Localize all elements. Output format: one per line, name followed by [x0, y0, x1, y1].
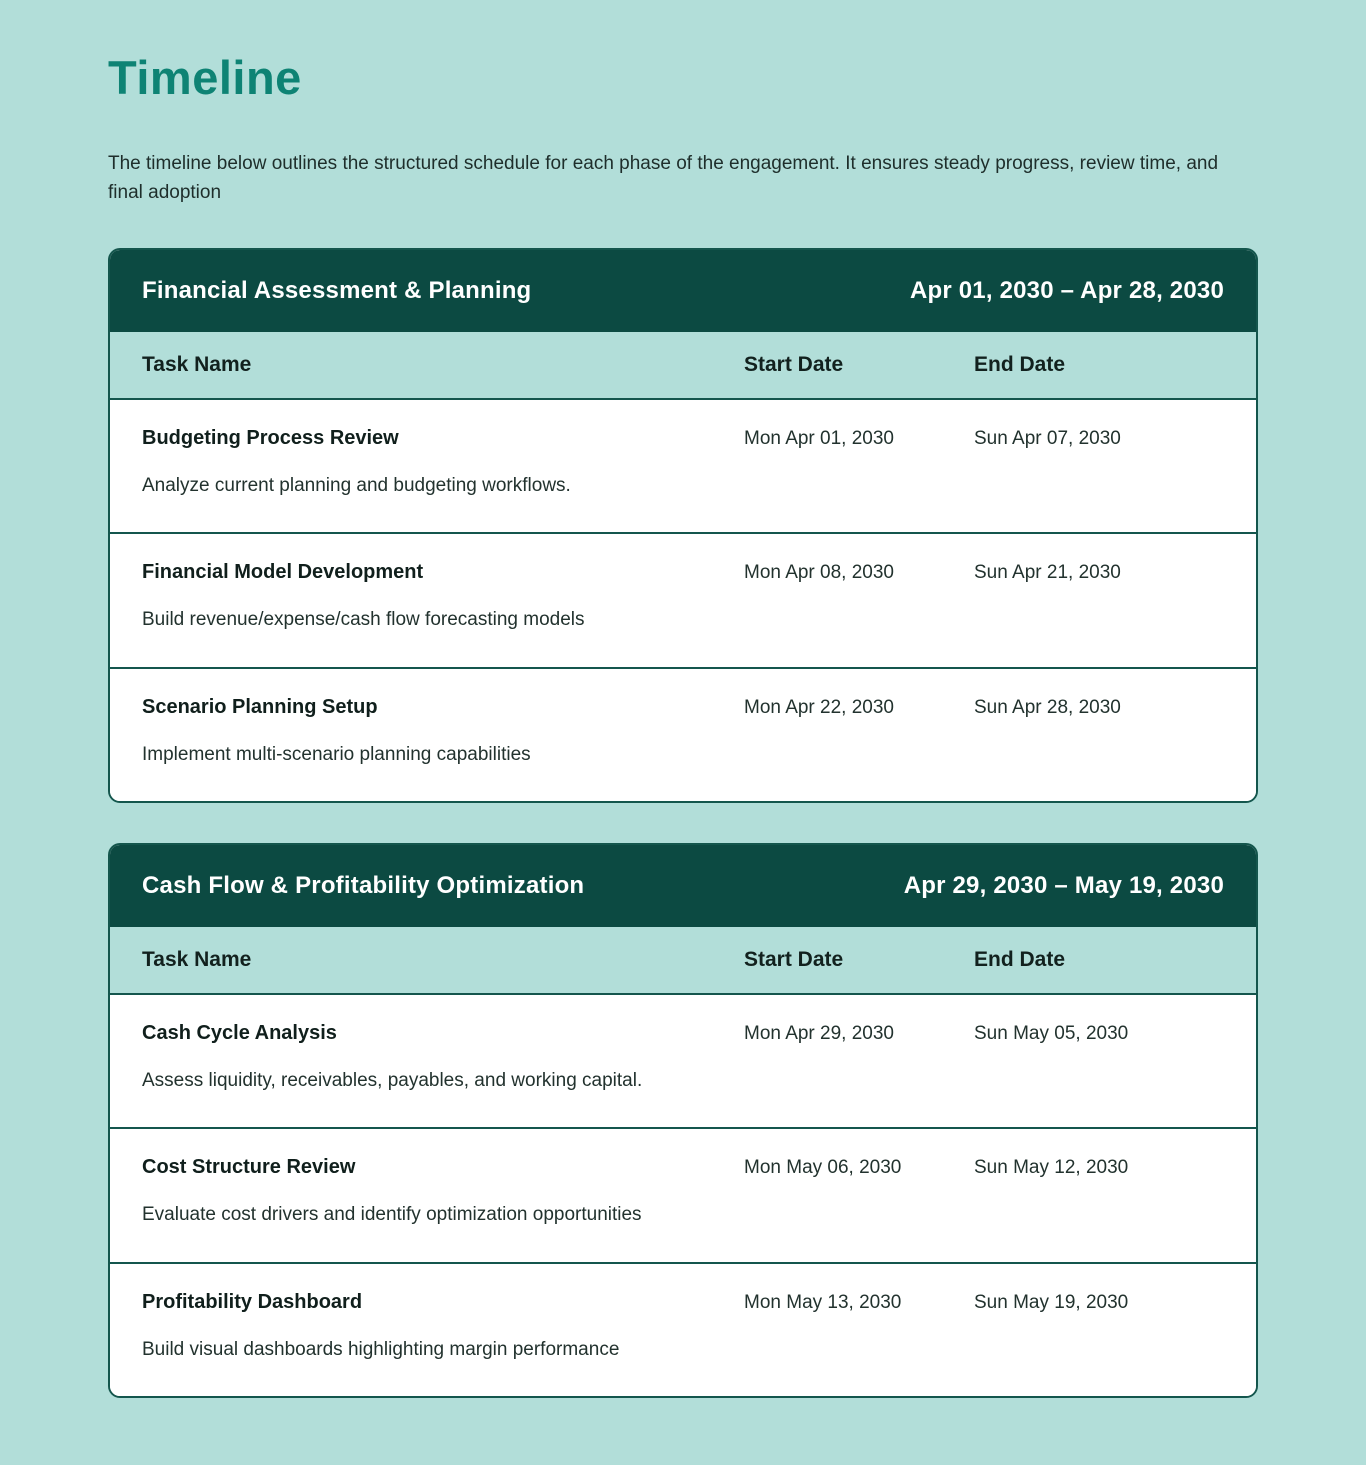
- column-end-date: End Date: [974, 352, 1066, 376]
- table-row: [110, 1264, 1256, 1396]
- task-cell: [142, 1291, 744, 1365]
- column-header-row: [110, 927, 1256, 995]
- page-title: Timeline: [108, 51, 302, 104]
- task-name: Budgeting Process Review: [142, 426, 399, 449]
- table-row: [110, 995, 1256, 1129]
- start-date: Mon May 13, 2030: [744, 1291, 902, 1313]
- end-date: Sun Apr 28, 2030: [974, 696, 1121, 718]
- phase-table-financial-assessment: [108, 248, 1258, 803]
- task-name: Profitability Dashboard: [142, 1290, 363, 1313]
- task-name: Cost Structure Review: [142, 1156, 356, 1179]
- end-date: Sun May 19, 2030: [974, 1291, 1129, 1313]
- task-name: Cash Cycle Analysis: [142, 1022, 337, 1045]
- column-end-date: End Date: [974, 948, 1066, 972]
- column-task-name: Task Name: [142, 948, 252, 972]
- start-date: Mon Apr 22, 2030: [744, 696, 894, 718]
- table-row: [110, 400, 1256, 534]
- start-date: Mon Apr 29, 2030: [744, 1023, 894, 1045]
- column-start-date: Start Date: [744, 352, 844, 376]
- table-row: [110, 534, 1256, 668]
- column-task-name: Task Name: [142, 352, 252, 376]
- end-date: Sun Apr 21, 2030: [974, 562, 1121, 584]
- phase-header: [110, 250, 1256, 332]
- end-date: Sun May 12, 2030: [974, 1157, 1129, 1179]
- task-cell: [142, 1156, 744, 1230]
- task-description: Build revenue/expense/cash flow forecasting models: [142, 609, 585, 631]
- task-name: Scenario Planning Setup: [142, 695, 378, 718]
- task-description: Assess liquidity, receivables, payables, and working capital.: [142, 1070, 643, 1092]
- start-date: Mon May 06, 2030: [744, 1157, 902, 1179]
- table-row: [110, 669, 1256, 801]
- phase-name: Financial Assessment & Planning: [142, 276, 532, 304]
- start-date: Mon Apr 08, 2030: [744, 562, 894, 584]
- end-date: Sun May 05, 2030: [974, 1023, 1129, 1045]
- phase-date-range: Apr 01, 2030 – Apr 28, 2030: [909, 276, 1224, 304]
- end-date: Sun Apr 07, 2030: [974, 427, 1121, 449]
- column-start-date: Start Date: [744, 948, 844, 972]
- page-description: The timeline below outlines the structured schedule for each phase of the engagement. It ensures steady progress, review time, and final adoption: [108, 153, 1219, 204]
- timeline-page: [108, 0, 1258, 1398]
- phase-name: Cash Flow & Profitability Optimization: [142, 872, 585, 900]
- task-cell: [142, 1022, 744, 1096]
- task-description: Analyze current planning and budgeting workflows.: [142, 474, 571, 496]
- phase-header: [110, 845, 1256, 927]
- task-description: Implement multi-scenario planning capabilities: [142, 743, 531, 765]
- task-description: Evaluate cost drivers and identify optimization opportunities: [142, 1204, 642, 1226]
- table-row: [110, 1129, 1256, 1263]
- column-header-row: [110, 332, 1256, 400]
- task-description: Build visual dashboards highlighting margin performance: [142, 1338, 620, 1360]
- phase-date-range: Apr 29, 2030 – May 19, 2030: [903, 872, 1224, 900]
- task-cell: [142, 696, 744, 770]
- phase-table-cash-flow-optimization: [108, 843, 1258, 1398]
- task-cell: [142, 561, 744, 635]
- task-name: Financial Model Development: [142, 561, 424, 584]
- start-date: Mon Apr 01, 2030: [744, 427, 894, 449]
- task-cell: [142, 427, 744, 501]
